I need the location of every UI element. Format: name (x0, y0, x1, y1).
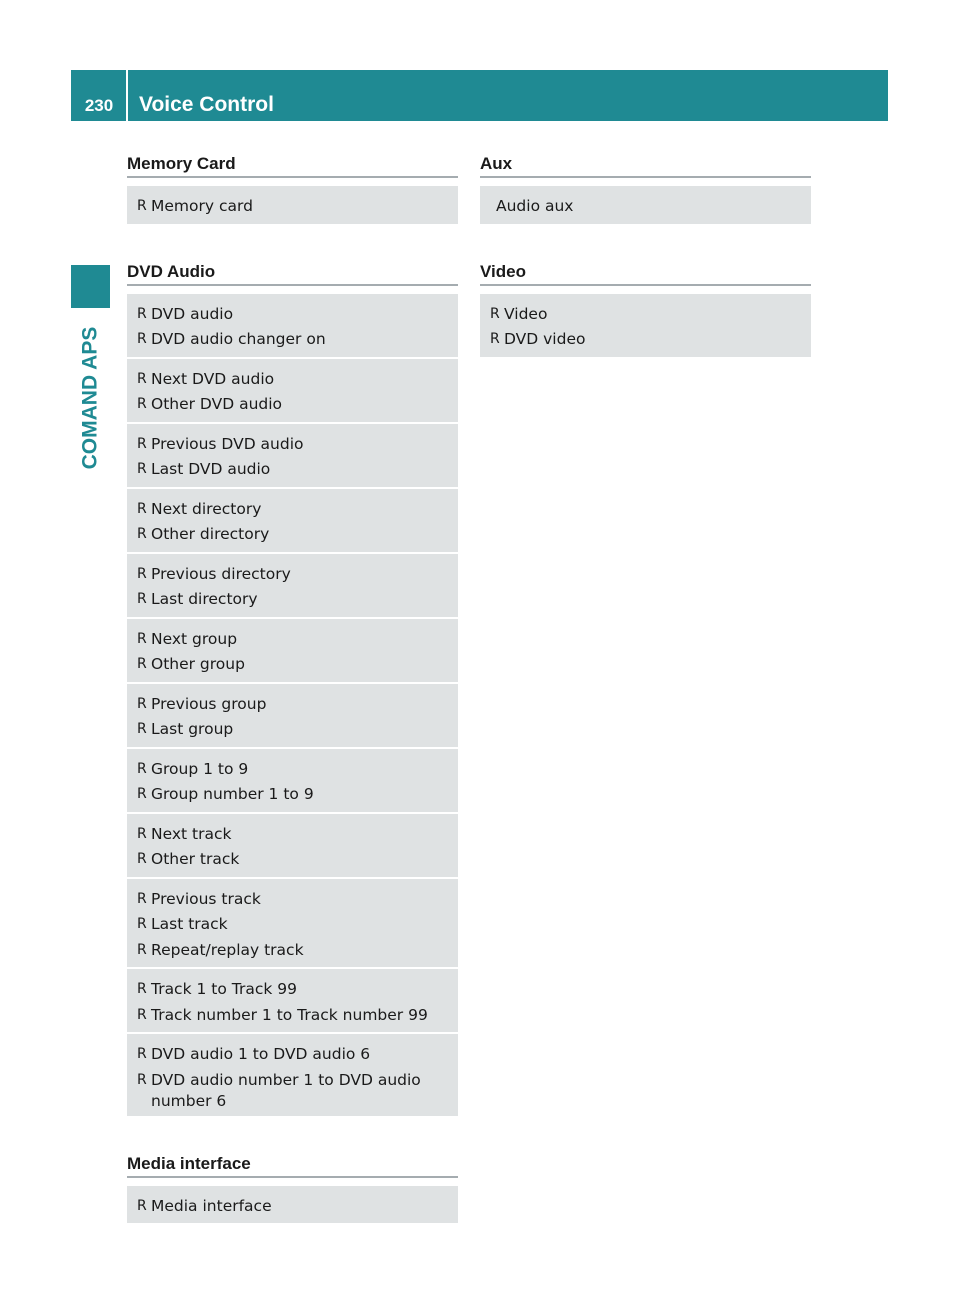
command-text: Last DVD audio (151, 460, 271, 478)
bullet-icon: R (137, 1071, 147, 1088)
header-divider (126, 70, 128, 121)
command-group (127, 489, 458, 554)
bullet-icon: R (137, 500, 147, 517)
bullet-icon: R (137, 591, 147, 607)
command-line (137, 938, 448, 964)
command-line (137, 627, 448, 653)
command-group (127, 424, 458, 489)
command-text: DVD audio (151, 304, 234, 323)
bullet-icon: R (137, 760, 147, 777)
bullet-icon: R (137, 370, 147, 387)
page-number: 230 (84, 96, 114, 115)
command-text: Video (504, 304, 548, 323)
command-group (127, 186, 458, 226)
bullet-icon: R (137, 396, 147, 412)
command-line (137, 587, 448, 613)
command-group (480, 186, 811, 226)
bullet-icon: R (137, 825, 147, 842)
side-tab-marker (71, 265, 110, 308)
bullet-icon: R (137, 890, 147, 907)
chapter-title: Voice Control (139, 93, 274, 116)
command-line (137, 392, 448, 418)
bullet-icon: R (137, 1197, 147, 1214)
command-group (127, 879, 458, 970)
command-line (137, 652, 448, 678)
command-text: Previous track (151, 889, 261, 908)
command-group (127, 554, 458, 619)
command-line (137, 432, 448, 458)
command-group (127, 814, 458, 879)
command-line (137, 562, 448, 588)
command-text: Last track (151, 915, 228, 933)
command-text: Other DVD audio (151, 395, 283, 413)
bullet-icon: R (137, 721, 147, 737)
command-text: Media interface (151, 1196, 272, 1215)
media-interface-commands (127, 1186, 458, 1226)
command-text: Track 1 to Track 99 (151, 980, 297, 998)
command-group (127, 969, 458, 1034)
command-line (137, 367, 448, 393)
command-group (127, 294, 458, 359)
side-tab (71, 318, 110, 478)
command-line (137, 1042, 448, 1068)
command-line (490, 194, 801, 220)
bullet-icon: R (137, 695, 147, 712)
command-group (127, 1186, 458, 1226)
bullet-icon: R (137, 198, 147, 214)
aux-commands (480, 186, 811, 226)
command-text: DVD audio 1 to DVD audio 6 (151, 1045, 371, 1063)
section-heading-aux: Aux (480, 148, 811, 178)
command-line (137, 757, 448, 783)
right-column (480, 148, 811, 359)
bullet-icon: R (137, 941, 147, 958)
command-line (137, 1003, 448, 1029)
command-line (137, 977, 448, 1003)
command-text: Other directory (151, 525, 270, 543)
side-tab-label: COMAND APS (78, 326, 102, 470)
command-text: Other group (151, 655, 245, 673)
command-text: Memory card (151, 197, 253, 215)
bullet-icon: R (137, 1006, 147, 1023)
command-line (137, 1068, 448, 1112)
bullet-icon: R (137, 630, 147, 647)
section-heading-media-interface: Media interface (127, 1148, 458, 1178)
command-text: DVD audio number 1 to DVD audio number 6 (151, 1070, 421, 1110)
command-group (127, 684, 458, 749)
dvd-audio-commands (127, 294, 458, 1118)
bullet-icon: R (137, 565, 147, 582)
command-text: Track number 1 to Track number 99 (151, 1005, 428, 1024)
bullet-icon: R (137, 526, 147, 542)
bullet-icon: R (137, 435, 147, 452)
bullet-icon: R (137, 786, 147, 802)
command-line (490, 327, 801, 353)
command-line (137, 847, 448, 873)
command-text: Previous directory (151, 564, 291, 583)
command-line (137, 692, 448, 718)
command-group (127, 1034, 458, 1118)
command-line (137, 822, 448, 848)
bullet-icon: R (137, 981, 147, 997)
command-text: Next track (151, 824, 232, 843)
command-text: Group number 1 to 9 (151, 785, 314, 803)
bullet-icon: R (137, 916, 147, 932)
command-group (127, 749, 458, 814)
bullet-icon: R (490, 331, 500, 347)
command-text: Last directory (151, 590, 258, 608)
command-text: Group 1 to 9 (151, 759, 249, 778)
command-text: Other track (151, 850, 240, 868)
command-line (137, 522, 448, 548)
video-commands (480, 294, 811, 359)
bullet-icon: R (137, 331, 147, 347)
command-line (137, 782, 448, 808)
command-line (137, 887, 448, 913)
memory-card-commands (127, 186, 458, 226)
command-line (137, 457, 448, 483)
command-line (137, 1194, 448, 1220)
command-text: Next directory (151, 499, 262, 518)
command-line (490, 302, 801, 328)
bullet-icon: R (137, 656, 147, 672)
section-heading-video: Video (480, 256, 811, 286)
command-text: Next group (151, 629, 238, 648)
command-text: Last group (151, 720, 234, 738)
bullet-icon: R (490, 305, 500, 322)
command-line (137, 912, 448, 938)
bullet-icon: R (137, 1046, 147, 1062)
bullet-icon: R (137, 851, 147, 867)
command-text: DVD audio changer on (151, 330, 326, 348)
command-group (480, 294, 811, 359)
section-heading-memory-card: Memory Card (127, 148, 458, 178)
command-line (137, 302, 448, 328)
command-text: DVD video (504, 330, 586, 348)
command-text: Audio aux (496, 197, 574, 215)
command-group (127, 619, 458, 684)
left-column (127, 148, 458, 1225)
command-line (137, 194, 448, 220)
bullet-icon: R (137, 305, 147, 322)
command-text: Next DVD audio (151, 369, 275, 388)
command-line (137, 497, 448, 523)
bullet-icon: R (137, 461, 147, 477)
section-heading-dvd-audio: DVD Audio (127, 256, 458, 286)
command-text: Repeat/replay track (151, 940, 304, 959)
command-line (137, 717, 448, 743)
command-group (127, 359, 458, 424)
command-text: Previous DVD audio (151, 434, 304, 453)
command-line (137, 327, 448, 353)
command-text: Previous group (151, 694, 267, 713)
